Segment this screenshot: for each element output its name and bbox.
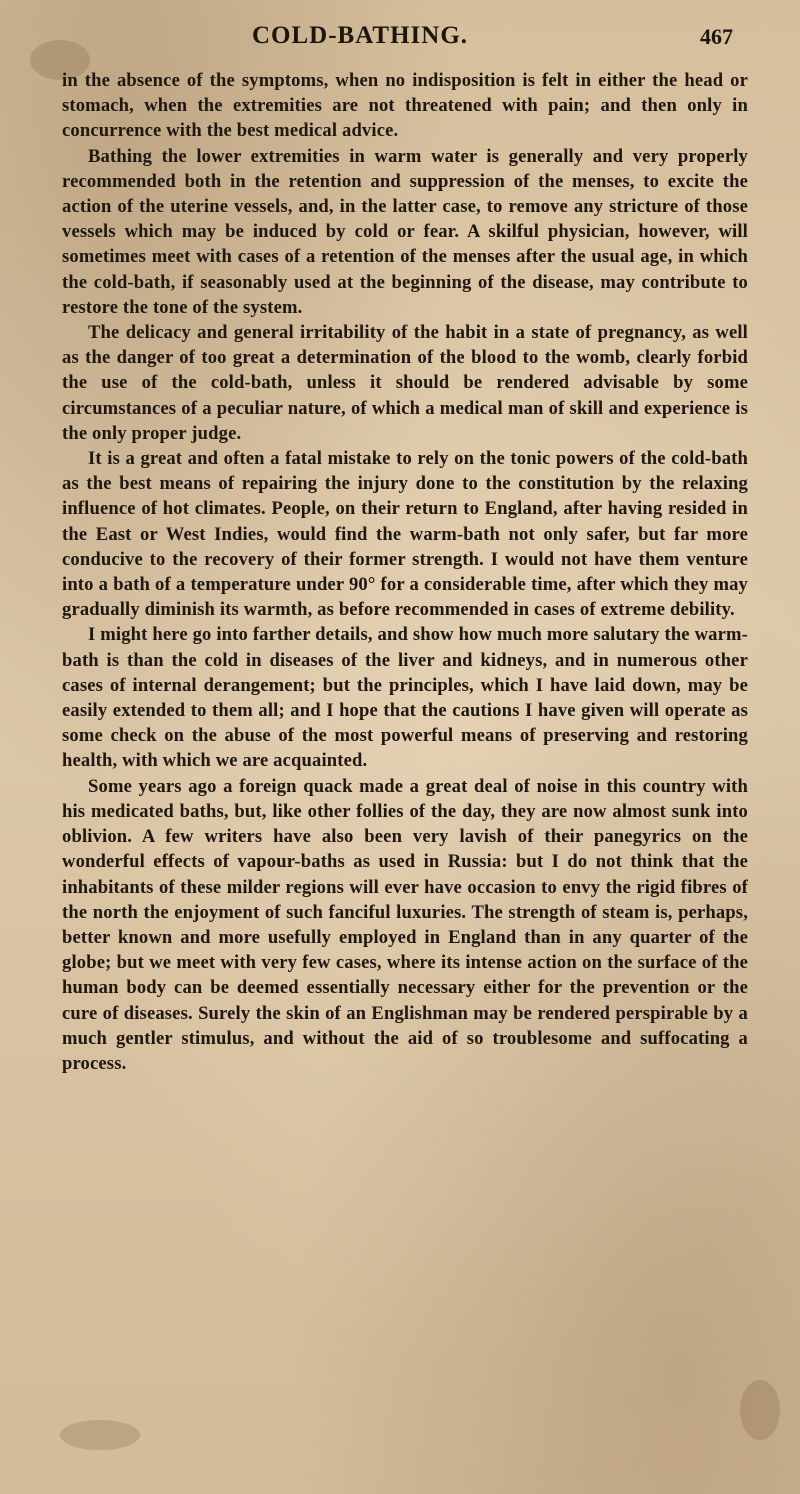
paragraph: I might here go into farther details, and show how much more salutary the warm-bath is than the cold in diseases of the liver and kidneys, and in numerous other cases of internal derangement; but the principles, which I have laid down, may be easily extended to them all; and I hope that the cautions I have given will operate as some check on the abuse of the most powerful means of preserving and restoring health, with which we are acquainted. bbox=[62, 624, 748, 772]
paragraph: Bathing the lower extremities in warm water is generally and very properly recommended both in the retention and suppression of the menses, to excite the action of the uterine vessels, and, in the latter case, to remove any stricture of those vessels which may be induced by cold or fear. A skilful physician, however, will sometimes meet with cases of a retention of the menses after the usual age, in which the cold-bath, if seasonably used at the beginning of the disease, may contribute to restore the tone of the system. bbox=[62, 145, 748, 318]
page-header bbox=[0, 22, 800, 62]
paper-stain bbox=[740, 1380, 780, 1440]
running-head: COLD-BATHING. bbox=[252, 22, 469, 49]
page-number: 467 bbox=[700, 24, 733, 49]
paragraph: The delicacy and general irritability of the habit in a state of pregnancy, as well as the danger of too great a determination of the blood to the womb, clearly forbid the use of the cold-bath, unless it should be rendered advisable by some circumstances of a peculiar nature, of which a medical man of skill and experience is the only proper judge. bbox=[62, 322, 748, 444]
paper-stain bbox=[60, 1420, 140, 1450]
paragraph: in the absence of the symptoms, when no indisposition is felt in either the head or stomach, when the extremities are not threatened with pain; and then only in concurrence with the best medical advice. bbox=[62, 70, 748, 142]
body-text bbox=[62, 68, 748, 1076]
paragraph: It is a great and often a fatal mistake to rely on the tonic powers of the cold-bath as the best means of repairing the injury done to the constitution by the relaxing influence of hot climates. People, on their return to England, after having resided in the East or West Indies, would find the warm-bath not only safer, but far more conducive to the recovery of their former strength. I would not have them venture into a bath of a temperature under 90° for a considerable time, after which they may gradually diminish its warmth, as before recommended in cases of extreme debility. bbox=[62, 448, 748, 621]
paragraph: Some years ago a foreign quack made a great deal of noise in this country with his medicated baths, but, like other follies of the day, they are now almost sunk into oblivion. A few writers have also been very lavish of their panegyrics on the wonderful effects of vapour-baths as used in Russia: but I do not think that the inhabitants of these milder regions will ever have occasion to envy the rigid fibres of the north the enjoyment of such fanciful luxuries. The strength of steam is, perhaps, better known and more usefully employed in England than in any quarter of the globe; but we meet with very few cases, where its intense action on the surface of the human body can be deemed essentially necessary either for the prevention or the cure of diseases. Surely the skin of an Englishman may be rendered perspirable by a much gentler stimulus, and without the aid of so troublesome and suffocating a process. bbox=[62, 775, 748, 1074]
